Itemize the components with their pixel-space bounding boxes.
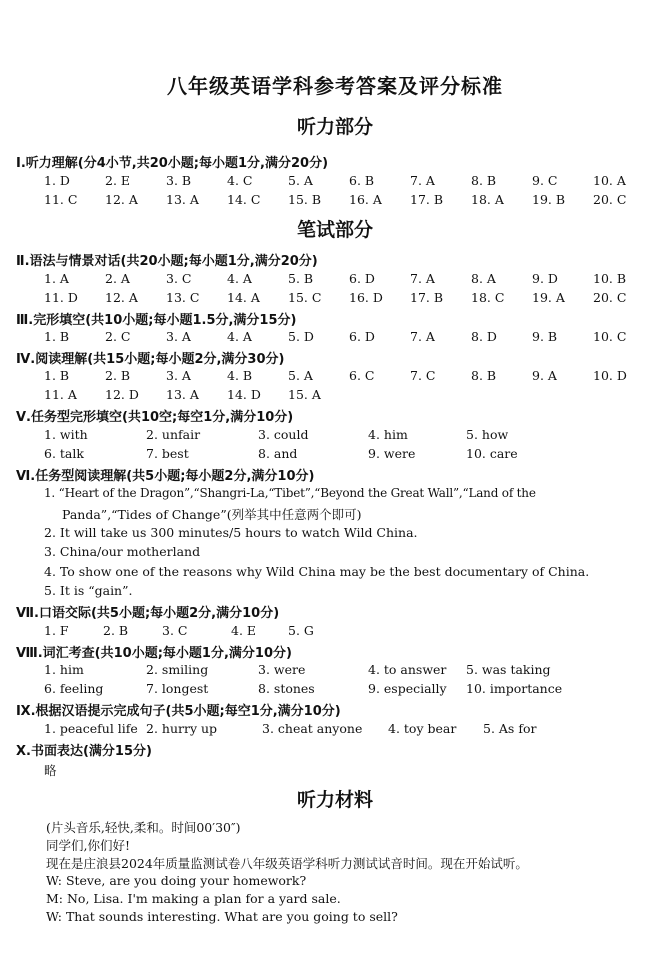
answer-item: 5. A	[288, 368, 313, 383]
answer-item: 12. D	[105, 387, 139, 402]
answer-item: 8. B	[471, 173, 497, 188]
answer-row	[0, 387, 670, 405]
answer-item: 6. D	[349, 329, 375, 344]
answer-item: 3. cheat anyone	[262, 721, 363, 736]
answer-item: 4. to answer	[368, 662, 447, 677]
answer-item: 15. A	[288, 387, 321, 402]
answer-row	[0, 192, 670, 210]
listening-material-heading: 听力材料	[296, 789, 373, 811]
section-8-header: Ⅷ.词汇考查(共10小题;每小题1分,满分10分)	[16, 646, 292, 661]
answer-item: 5. was taking	[466, 662, 551, 677]
answer-item: 2. B	[105, 368, 131, 383]
answer-row	[0, 173, 670, 191]
answer-line: 5. It is “gain”.	[44, 583, 133, 598]
answer-item: 7. C	[410, 368, 436, 383]
answer-item: 9. were	[368, 446, 416, 461]
section-7-header: Ⅶ.口语交际(共5小题;每小题2分,满分10分)	[16, 606, 280, 621]
answer-item: 4. B	[227, 368, 253, 383]
answer-item: 5. As for	[483, 721, 537, 736]
answer-item: 8. and	[258, 446, 298, 461]
answer-item: 2. E	[105, 173, 131, 188]
section-9-header: Ⅸ.根据汉语提示完成句子(共5小题;每空1分,满分10分)	[16, 704, 341, 719]
answer-item: 1. peaceful life	[44, 721, 138, 736]
answer-item: 6. feeling	[44, 681, 104, 696]
answer-item: 1. B	[44, 329, 70, 344]
answer-item: 7. A	[410, 329, 435, 344]
answer-item: 2. B	[103, 623, 129, 638]
answer-row	[0, 290, 670, 308]
answer-item: 8. stones	[258, 681, 315, 696]
answer-row	[0, 681, 670, 699]
answer-item: 16. D	[349, 290, 383, 305]
answer-item: 5. G	[288, 623, 314, 638]
section-6-header: Ⅵ.任务型阅读理解(共5小题;每小题2分,满分10分)	[16, 469, 315, 484]
material-line: M: No, Lisa. I'm making a plan for a yard sale.	[46, 891, 341, 906]
answer-line: 4. To show one of the reasons why Wild China may be the best documentary of China.	[44, 564, 590, 579]
answer-line: 2. It will take us 300 minutes/5 hours to watch Wild China.	[44, 525, 418, 540]
answer-item: 2. hurry up	[146, 721, 218, 736]
answer-item: 3. A	[166, 368, 191, 383]
answer-item: 8. D	[471, 329, 497, 344]
material-line: W: Steve, are you doing your homework?	[46, 873, 307, 888]
answer-item: 5. A	[288, 173, 313, 188]
answer-item: 17. B	[410, 290, 444, 305]
answer-item: 20. C	[593, 290, 627, 305]
answer-item: 9. D	[532, 271, 558, 286]
material-line: W: That sounds interesting. What are you going to sell?	[46, 909, 398, 924]
answer-row	[0, 623, 670, 641]
answer-row	[0, 271, 670, 289]
answer-item: 4. A	[227, 271, 252, 286]
answer-item: 5. D	[288, 329, 314, 344]
answer-item: 10. C	[593, 329, 627, 344]
answer-item: 6. B	[349, 173, 375, 188]
answer-item: 1. D	[44, 173, 70, 188]
answer-item: 2. A	[105, 271, 130, 286]
answer-item: 19. B	[532, 192, 566, 207]
answer-item: 18. C	[471, 290, 505, 305]
answer-item: 13. A	[166, 387, 199, 402]
answer-item: 12. A	[105, 290, 138, 305]
answer-item: 1. A	[44, 271, 69, 286]
answer-item: 3. B	[166, 173, 192, 188]
answer-item: 2. C	[105, 329, 131, 344]
answer-item: 9. B	[532, 329, 558, 344]
answer-item: 10. D	[593, 368, 627, 383]
answer-item: 4. E	[231, 623, 257, 638]
answer-item: 3. C	[162, 623, 188, 638]
listening-section-heading: 听力部分	[296, 116, 373, 138]
answer-item: 7. best	[146, 446, 189, 461]
answer-item: 6. talk	[44, 446, 84, 461]
answer-item: 10. A	[593, 173, 626, 188]
material-line: 同学们,你们好!	[46, 838, 130, 853]
section-4-header: Ⅳ.阅读理解(共15小题;每小题2分,满分30分)	[16, 352, 285, 367]
answer-item: 5. how	[466, 427, 509, 442]
page-title: 八年级英语学科参考答案及评分标准	[167, 74, 503, 98]
answer-row	[0, 721, 670, 739]
answer-item: 6. C	[349, 368, 375, 383]
answer-item: 14. A	[227, 290, 260, 305]
answer-item: 3. could	[258, 427, 309, 442]
answer-item: 17. B	[410, 192, 444, 207]
section-10-header: Ⅹ.书面表达(满分15分)	[16, 744, 152, 759]
answer-item: 20. C	[593, 192, 627, 207]
answer-item: 5. B	[288, 271, 314, 286]
answer-item: 14. C	[227, 192, 261, 207]
answer-item: 10. care	[466, 446, 518, 461]
answer-item: 11. A	[44, 387, 77, 402]
answer-item: 15. B	[288, 192, 322, 207]
answer-item: 12. A	[105, 192, 138, 207]
answer-line: 1. “Heart of the Dragon”,“Shangri-La,“Tibet”,“Beyond the Great Wall”,“Land of the	[44, 486, 536, 500]
section-3-header: Ⅲ.完形填空(共10小题;每小题1.5分,满分15分)	[16, 313, 297, 328]
section-2-header: Ⅱ.语法与情景对话(共20小题;每小题1分,满分20分)	[16, 254, 318, 269]
answer-item: 1. B	[44, 368, 70, 383]
section-5-header: Ⅴ.任务型完形填空(共10空;每空1分,满分10分)	[16, 410, 294, 425]
answer-item: 3. C	[166, 271, 192, 286]
material-line: 现在是庄浪县2024年质量监测试卷八年级英语学科听力测试试音时间。现在开始试听。	[46, 856, 528, 871]
answer-item: 11. C	[44, 192, 78, 207]
answer-row	[0, 329, 670, 347]
answer-item: 1. with	[44, 427, 88, 442]
answer-item: 13. C	[166, 290, 200, 305]
section-1-header: Ⅰ.听力理解(分4小节,共20小题;每小题1分,满分20分)	[16, 156, 329, 171]
answer-line: Panda”,“Tides of Change”(列举其中任意两个即可)	[62, 507, 362, 522]
answer-item: 15. C	[288, 290, 322, 305]
answer-item: 4. C	[227, 173, 253, 188]
answer-item: 10. B	[593, 271, 627, 286]
answer-item: 4. toy bear	[388, 721, 457, 736]
answer-item: 8. B	[471, 368, 497, 383]
answer-item: 9. especially	[368, 681, 447, 696]
answer-item: 10. importance	[466, 681, 563, 696]
answer-row	[0, 368, 670, 386]
answer-item: 7. longest	[146, 681, 209, 696]
answer-item: 19. A	[532, 290, 565, 305]
answer-item: 11. D	[44, 290, 78, 305]
answer-item: 4. him	[368, 427, 408, 442]
written-section-heading: 笔试部分	[296, 219, 373, 241]
answer-item: 14. D	[227, 387, 261, 402]
answer-row	[0, 427, 670, 445]
answer-item: 7. A	[410, 173, 435, 188]
material-line: (片头音乐,轻快,柔和。时间00′30″)	[46, 820, 241, 835]
answer-item: 6. D	[349, 271, 375, 286]
answer-item: 13. A	[166, 192, 199, 207]
answer-line: 3. China/our motherland	[44, 544, 201, 559]
answer-item: 1. F	[44, 623, 69, 638]
answer-item: 4. A	[227, 329, 252, 344]
section-10-body: 略	[44, 763, 57, 778]
answer-item: 9. A	[532, 368, 557, 383]
answer-row	[0, 446, 670, 464]
answer-item: 7. A	[410, 271, 435, 286]
answer-item: 2. unfair	[146, 427, 201, 442]
answer-item: 8. A	[471, 271, 496, 286]
answer-item: 3. were	[258, 662, 306, 677]
answer-item: 16. A	[349, 192, 382, 207]
answer-item: 3. A	[166, 329, 191, 344]
answer-item: 18. A	[471, 192, 504, 207]
answer-item: 1. him	[44, 662, 84, 677]
answer-item: 9. C	[532, 173, 558, 188]
answer-row	[0, 662, 670, 680]
answer-item: 2. smiling	[146, 662, 209, 677]
